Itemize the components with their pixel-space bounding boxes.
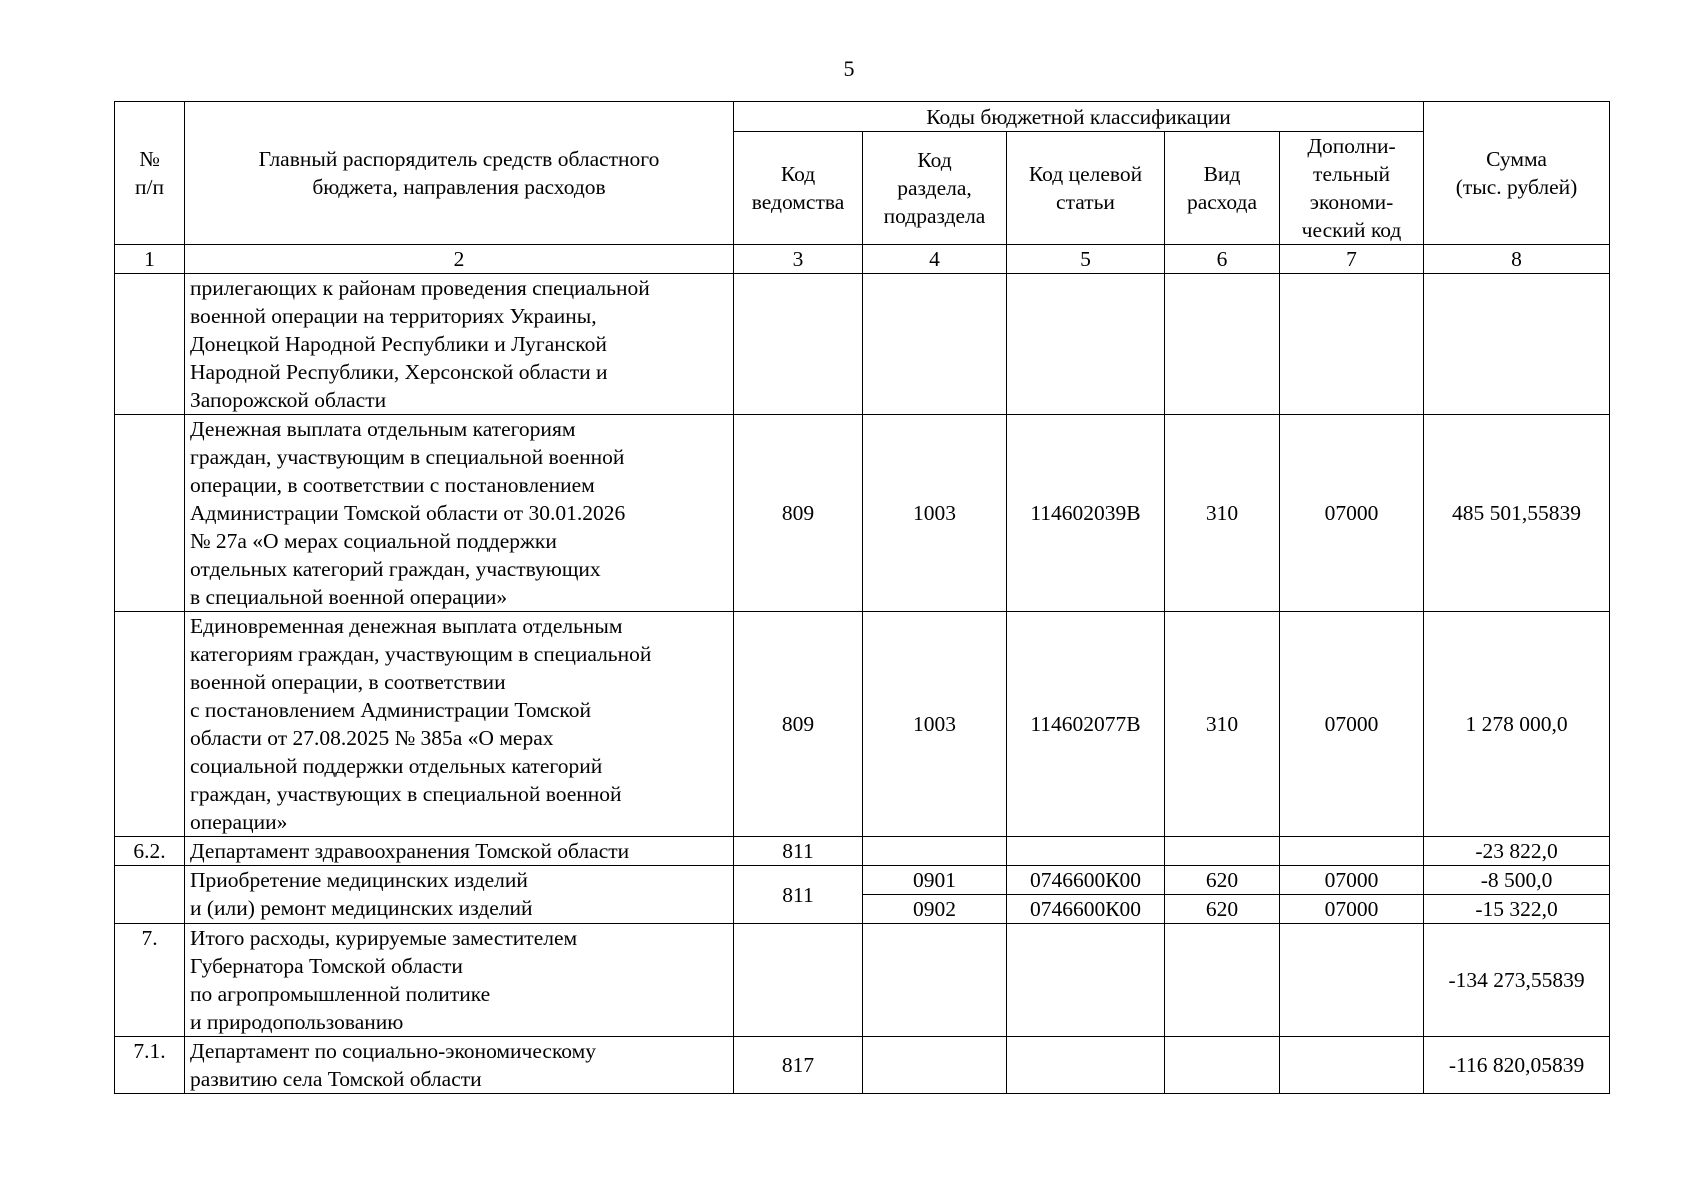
table-row <box>115 924 1610 1037</box>
sum-value: -15 322,0 <box>1424 895 1610 924</box>
target-code: 0746600К00 <box>1007 866 1165 895</box>
dept-code: 809 <box>734 612 863 837</box>
table-row <box>115 837 1610 866</box>
header-row <box>115 102 1610 132</box>
column-number: 5 <box>1007 245 1165 274</box>
column-numbers-row <box>115 245 1610 274</box>
row-description: Департамент по социально-экономическому развитию села Томской области <box>185 1037 734 1094</box>
table-row <box>115 612 1610 837</box>
column-number: 6 <box>1165 245 1280 274</box>
sum-value: -134 273,55839 <box>1424 924 1610 1037</box>
header-type: Вид расхода <box>1165 132 1280 245</box>
column-number: 4 <box>863 245 1007 274</box>
sum-value: -116 820,05839 <box>1424 1037 1610 1094</box>
econ-code: 07000 <box>1280 866 1424 895</box>
row-description: прилегающих к районам проведения специальной военной операции на территориях Украины, Донецкой Народной Республики и Луганской Народной Республики, Херсонской области и Запорожской области <box>185 274 734 415</box>
expense-type: 620 <box>1165 866 1280 895</box>
target-code: 114602077В <box>1007 612 1165 837</box>
dept-code: 811 <box>734 837 863 866</box>
column-number: 8 <box>1424 245 1610 274</box>
dept-code: 817 <box>734 1037 863 1094</box>
header-sum: Сумма (тыс. рублей) <box>1424 102 1610 245</box>
column-number: 1 <box>115 245 185 274</box>
row-description: Единовременная денежная выплата отдельным категориям граждан, участвующим в специальной военной операции, в соответствии с постановлением Администрации Томской области от 27.08.2025 № 385а «О мерах социальной поддержки отдельных категорий граждан, участвующих в специальной военной операции» <box>185 612 734 837</box>
header-name: Главный распорядитель средств областного бюджета, направления расходов <box>185 102 734 245</box>
row-number <box>115 274 185 415</box>
column-number: 3 <box>734 245 863 274</box>
sum-value: -23 822,0 <box>1424 837 1610 866</box>
column-number: 2 <box>185 245 734 274</box>
row-description: Приобретение медицинских изделий и (или) ремонт медицинских изделий <box>185 866 734 924</box>
header-codes-group: Коды бюджетной классификации <box>734 102 1424 132</box>
section-code: 0901 <box>863 866 1007 895</box>
expense-type: 620 <box>1165 895 1280 924</box>
row-number: 7. <box>115 924 185 1037</box>
row-description: Денежная выплата отдельным категориям граждан, участвующим в специальной военной операции, в соответствии с постановлением Администрации Томской области от 30.01.2026 № 27а «О мерах социальной поддержки отдельных категорий граждан, участвующих в специальной военной операции» <box>185 415 734 612</box>
row-number: 7.1. <box>115 1037 185 1094</box>
table-row <box>115 866 1610 895</box>
header-num: № п/п <box>115 102 185 245</box>
dept-code: 809 <box>734 415 863 612</box>
econ-code: 07000 <box>1280 415 1424 612</box>
header-econ: Дополни- тельный экономи- ческий код <box>1280 132 1424 245</box>
header-dept: Код ведомства <box>734 132 863 245</box>
row-number <box>115 612 185 837</box>
econ-code: 07000 <box>1280 612 1424 837</box>
page-number: 5 <box>843 56 855 81</box>
sum-value: 1 278 000,0 <box>1424 612 1610 837</box>
target-code: 114602039В <box>1007 415 1165 612</box>
expense-type: 310 <box>1165 415 1280 612</box>
row-number <box>115 415 185 612</box>
budget-table <box>114 101 1610 1094</box>
header-target: Код целевой статьи <box>1007 132 1165 245</box>
row-description: Департамент здравоохранения Томской области <box>185 837 734 866</box>
row-number: 6.2. <box>115 837 185 866</box>
section-code: 1003 <box>863 612 1007 837</box>
section-code: 1003 <box>863 415 1007 612</box>
section-code: 0902 <box>863 895 1007 924</box>
target-code: 0746600К00 <box>1007 895 1165 924</box>
expense-type: 310 <box>1165 612 1280 837</box>
header-section: Код раздела, подраздела <box>863 132 1007 245</box>
econ-code: 07000 <box>1280 895 1424 924</box>
table-row <box>115 274 1610 415</box>
dept-code: 811 <box>734 866 863 924</box>
sum-value: 485 501,55839 <box>1424 415 1610 612</box>
column-number: 7 <box>1280 245 1424 274</box>
sum-value: -8 500,0 <box>1424 866 1610 895</box>
row-number <box>115 866 185 924</box>
row-description: Итого расходы, курируемые заместителем Губернатора Томской области по агропромышленной политике и природопользованию <box>185 924 734 1037</box>
table-row <box>115 1037 1610 1094</box>
table-row <box>115 415 1610 612</box>
